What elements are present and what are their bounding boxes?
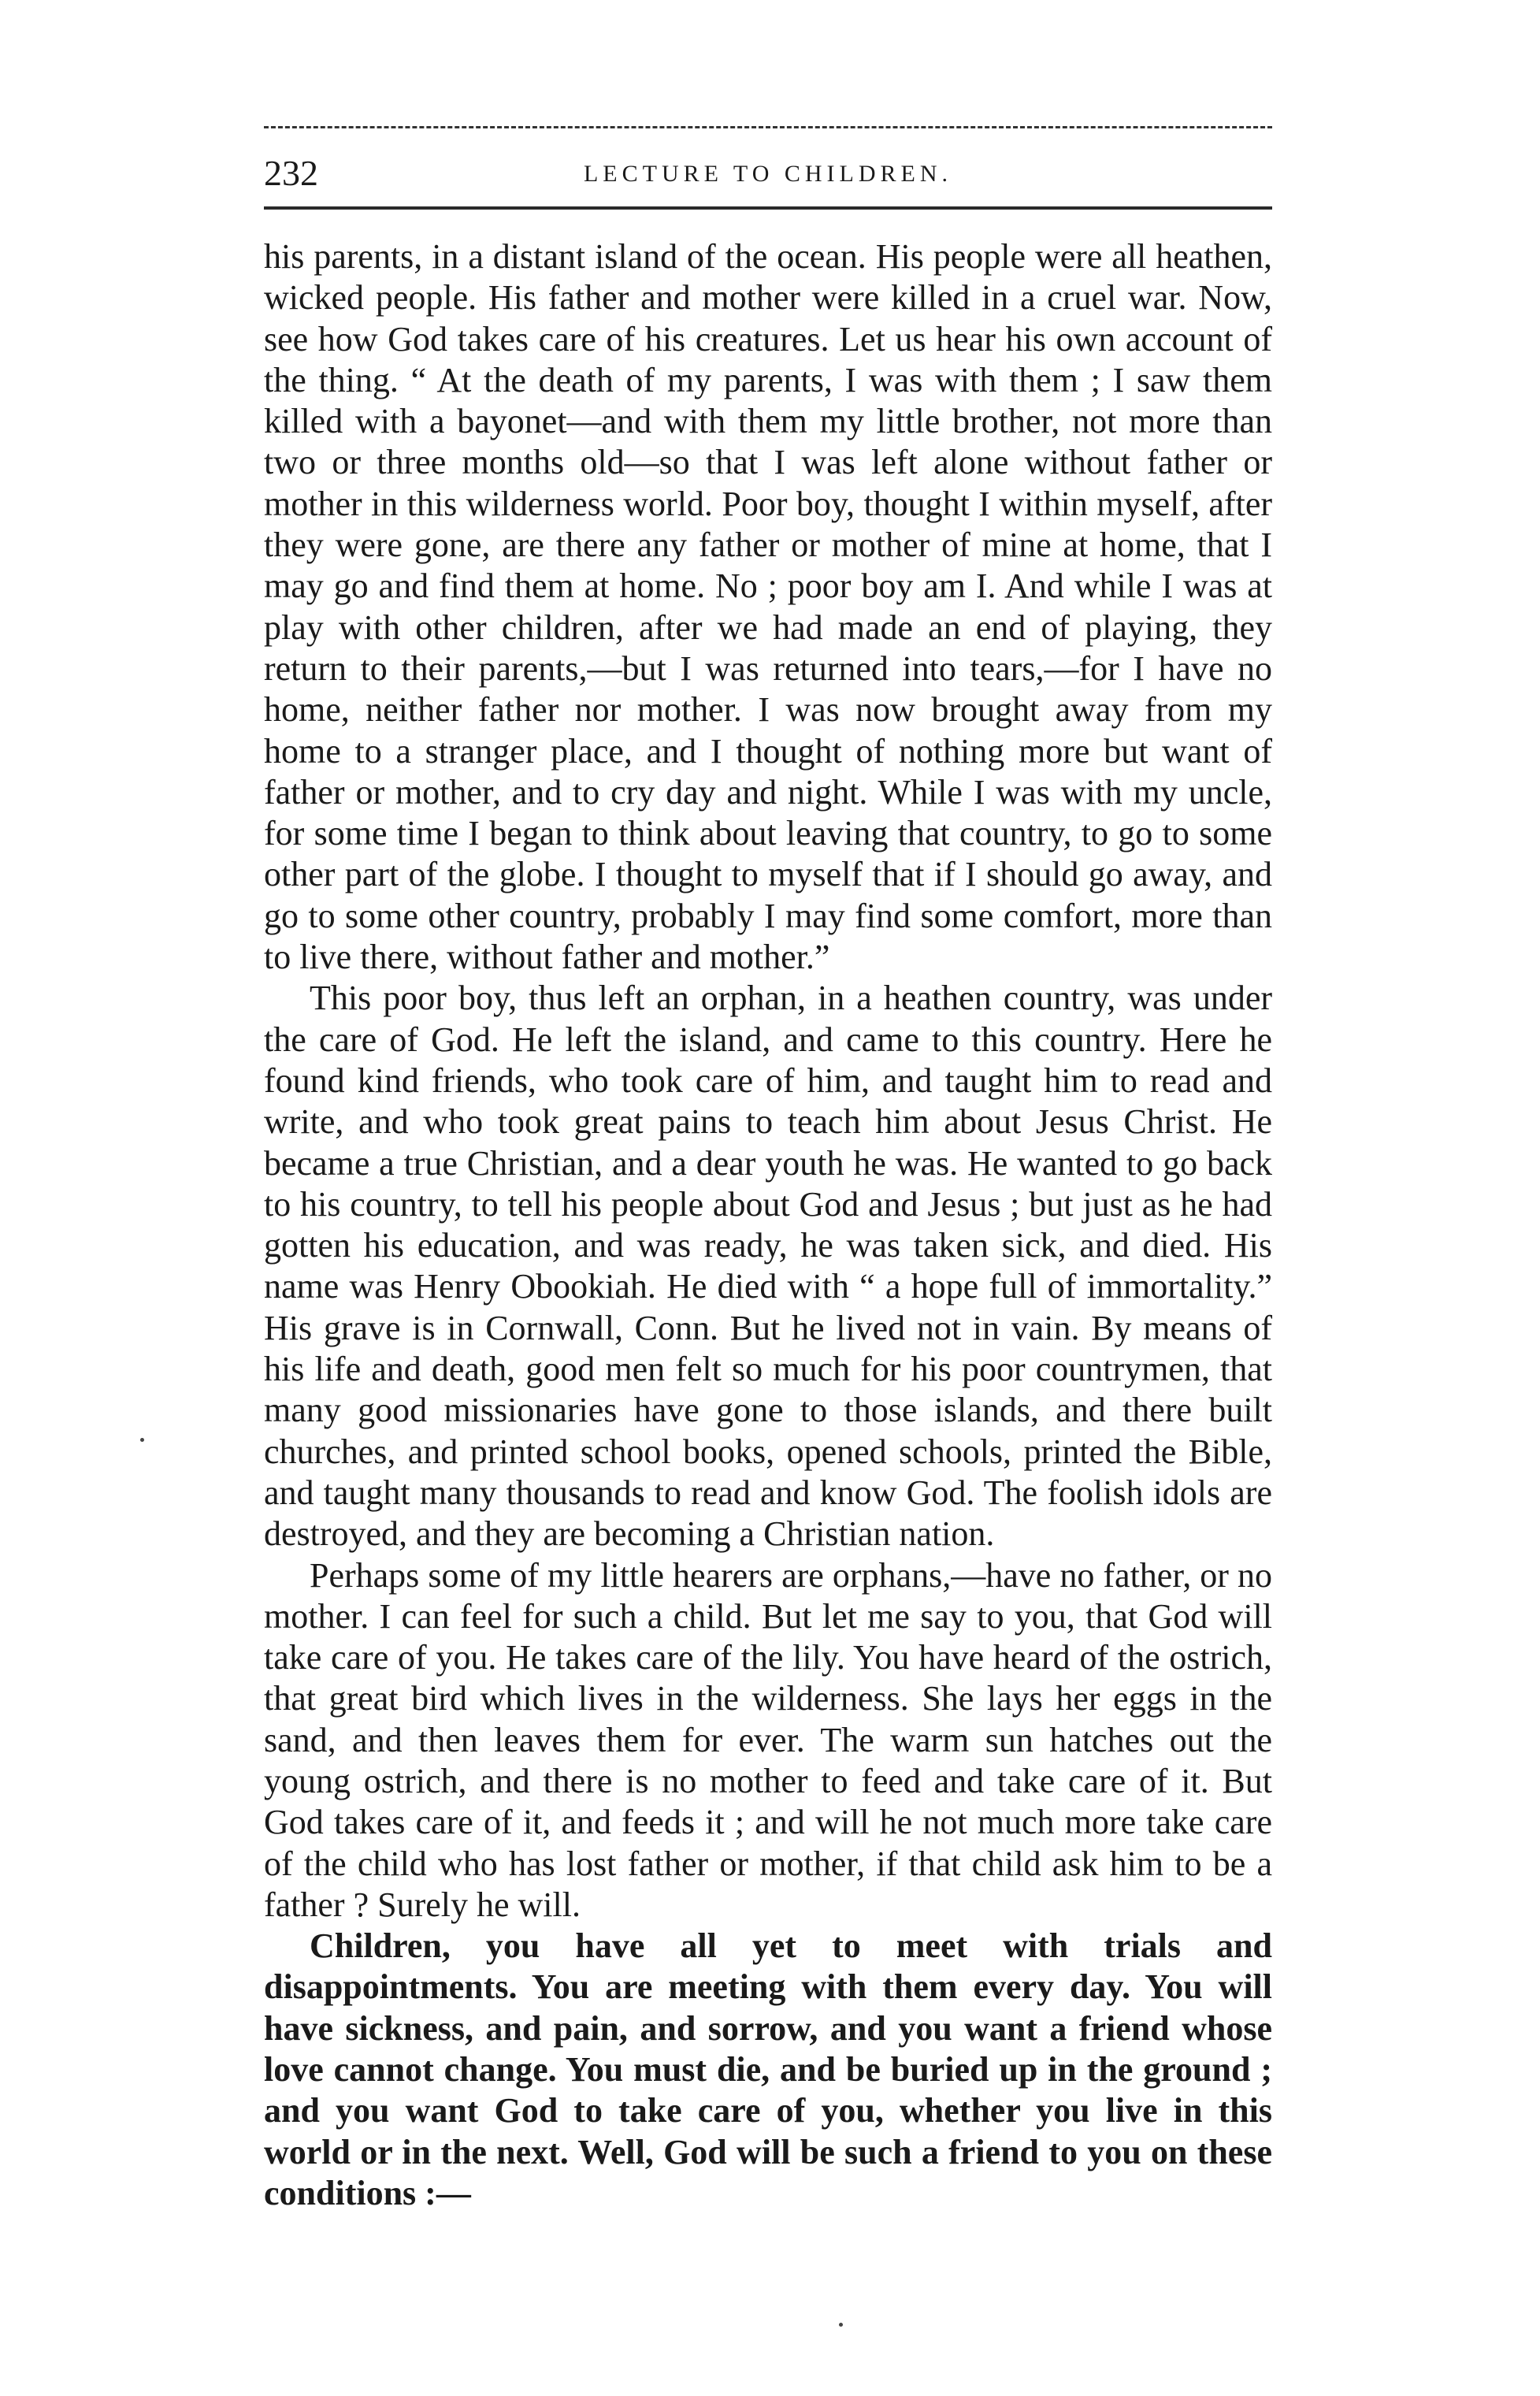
paragraph-orphan-story: This poor boy, thus left an orphan, in a heathen country, was under the care of God. He left the island, and came to this country. Here he found kind friends, who took care of him, and taught him to read and write, and who took great pains to teach him about Jesus Christ. He became a true Christian, and a dear youth he was. He wanted to go back to his country, to tell his people about God and Jesus ; but just as he had gotten his education, and was ready, he was taken sick, and died. His name was Henry Obookiah. He died with “ a hope full of immortality.” His grave is in Cornwall, Conn. But he lived not in vain. By means of his life and death, good men felt so much for his poor countrymen, that many good missionaries have gone to those islands, and there built churches, and printed school books, opened schools, printed the Bible, and taught many thousands to read and know God. The foolish idols are destroyed, and they are becoming a Christian nation. (264, 979, 1272, 1554)
header-rule (264, 206, 1272, 210)
top-rule (264, 126, 1272, 128)
running-head (264, 150, 1272, 197)
body-text (264, 236, 1272, 2214)
page-number: 232 (264, 153, 318, 193)
paragraph-trials: Children, you have all yet to meet with trials and disappointments. You are meeting with them every day. You will have sickness, and pain, and sorrow, and you want a friend whose love cannot change. You must die, and be buried up in the ground ; and you want God to take care of you, whether you live in this world or in the next. Well, God will be such a friend to you on these conditions :— (264, 1926, 1272, 2212)
paragraph-obookiah-account: his parents, in a distant island of the ocean. His people were all heathen, wicked people. His father and mother were killed in a cruel war. Now, see how God takes care of his creatures. Let us hear his own account of the thing. “ At the death of my parents, I was with them ; I saw them killed with a bayonet—and with them my little brother, not more than two or three months old—so that I was left alone without father or mother in this wilderness world. Poor boy, thought I within myself, after they were gone, are there any father or mother of mine at home, that I may go and find them at home. No ; poor boy am I. And while I was at play with other children, after we had made an end of playing, they return to their parents,—but I was returned into tears,—for I have no home, neither father nor mother. I was now brought away from my home to a stranger place, and I thought of nothing more but want of father or mother, and to cry day and night. While I was with my uncle, for some time I began to think about leaving that country, to go to some other part of the globe. I thought to myself that if I should go away, and go to some other country, probably I may find some comfort, more than to live there, without father and mother.” (264, 237, 1272, 977)
running-title: LECTURE TO CHILDREN. (583, 161, 953, 187)
stray-ink-mark (140, 1438, 144, 1442)
stray-ink-mark (839, 2323, 843, 2327)
paragraph-orphans-address: Perhaps some of my little hearers are orphans,—have no father, or no mother. I can feel for such a child. But let me say to you, that God will take care of you. He takes care of the lily. You have heard of the ostrich, that great bird which lives in the wilderness. She lays her eggs in the sand, and then leaves them for ever. The warm sun hatches out the young ostrich, and there is no mother to feed and take care of it. But God takes care of it, and feeds it ; and will he not much more take care of the child who has lost father or mother, if that child ask him to be a father ? Surely he will. (264, 1555, 1272, 1924)
